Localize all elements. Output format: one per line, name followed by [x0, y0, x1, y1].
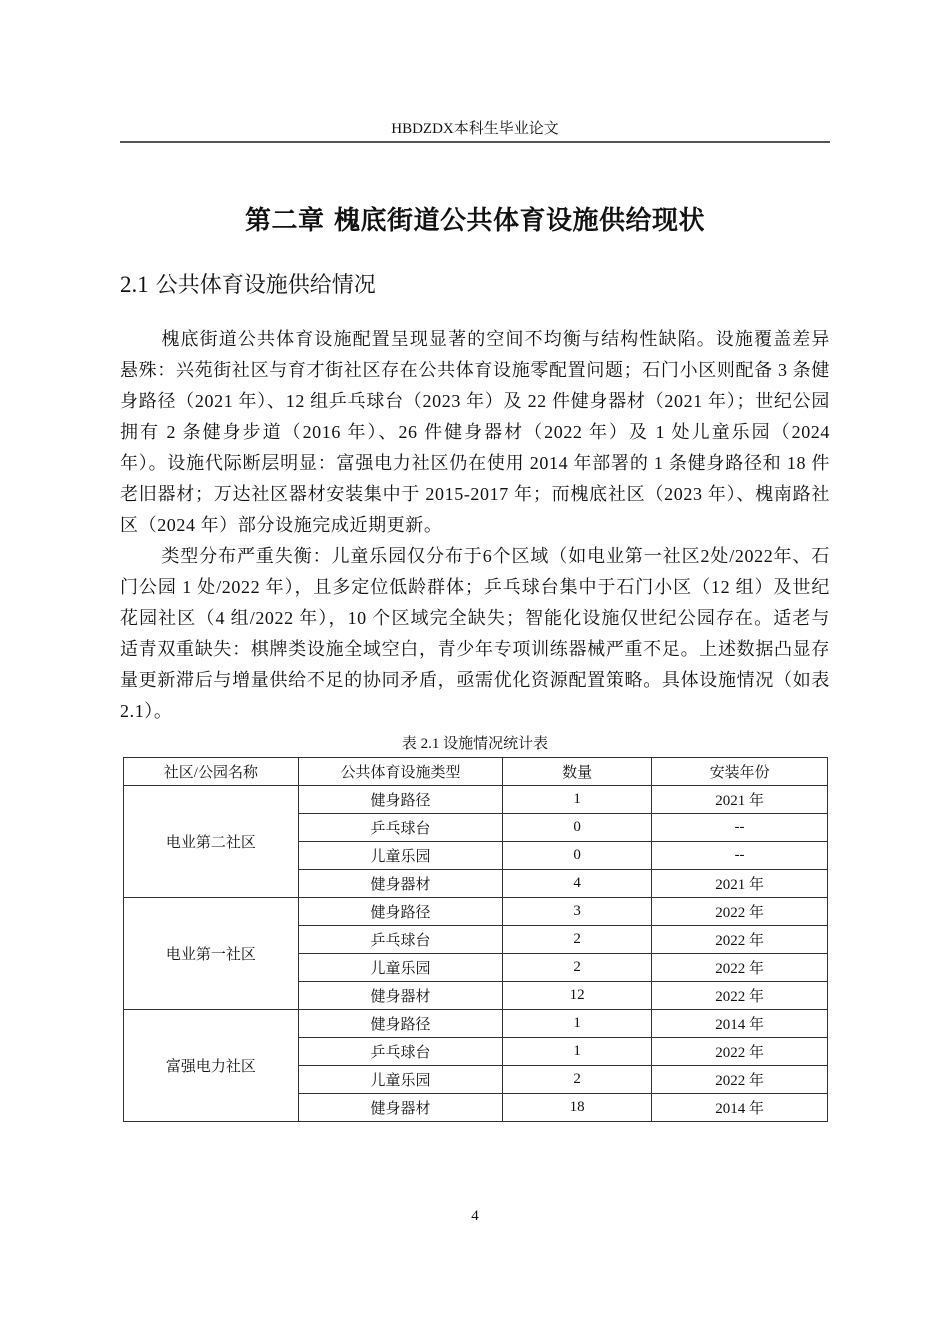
facility-type-cell: 乒乓球台: [298, 1038, 502, 1066]
table-row: [124, 1010, 828, 1038]
install-year-cell: 2022 年: [652, 898, 828, 926]
install-year-cell: 2022 年: [652, 926, 828, 954]
facility-type-cell: 健身器材: [298, 1094, 502, 1122]
install-year-cell: --: [652, 814, 828, 842]
table-row: [124, 898, 828, 926]
facility-type-cell: 儿童乐园: [298, 1066, 502, 1094]
install-year-cell: 2021 年: [652, 786, 828, 814]
column-header: 数量: [503, 758, 652, 786]
facility-type-cell: 健身器材: [298, 982, 502, 1010]
quantity-cell: 1: [503, 1038, 652, 1066]
column-header: 安装年份: [652, 758, 828, 786]
facility-type-cell: 乒乓球台: [298, 814, 502, 842]
quantity-cell: 2: [503, 1066, 652, 1094]
column-header: 公共体育设施类型: [298, 758, 502, 786]
quantity-cell: 1: [503, 1010, 652, 1038]
quantity-cell: 0: [503, 842, 652, 870]
quantity-cell: 3: [503, 898, 652, 926]
install-year-cell: 2021 年: [652, 870, 828, 898]
facility-table: [123, 757, 828, 1122]
install-year-cell: 2022 年: [652, 1066, 828, 1094]
install-year-cell: --: [652, 842, 828, 870]
install-year-cell: 2022 年: [652, 1038, 828, 1066]
community-name-cell: 电业第一社区: [124, 898, 299, 1010]
install-year-cell: 2022 年: [652, 954, 828, 982]
facility-type-cell: 健身路径: [298, 786, 502, 814]
install-year-cell: 2014 年: [652, 1010, 828, 1038]
page-number: 4: [471, 1208, 479, 1224]
header-divider: [120, 141, 830, 143]
facility-type-cell: 健身路径: [298, 898, 502, 926]
paragraph: 槐底街道公共体育设施配置呈现显著的空间不均衡与结构性缺陷。设施覆盖差异悬殊：兴苑街社区与育才街社区存在公共体育设施零配置问题；石门小区则配备 3 条健身路径（2021 年）、12 组乒乓球台（2023 年）及 22 件健身器材（2021 年）；世纪公园拥有 2 条健身步道（2016 年）、26 件健身器材（2022 年）及 1 处儿童乐园（2024 年）。设施代际断层明显：富强电力社区仍在使用 2014 年部署的 1 条健身路径和 18 件老旧器材；万达社区器材安装集中于 2015-2017 年；而槐底社区（2023 年）、槐南路社区（2024 年）部分设施完成近期更新。: [120, 329, 830, 535]
facility-type-cell: 健身器材: [298, 870, 502, 898]
table-row: [124, 786, 828, 814]
paragraph: 类型分布严重失衡：儿童乐园仅分布于6个区域（如电业第一社区2处/2022年、石门公园 1 处/2022 年），且多定位低龄群体；乒乓球台集中于石门小区（12 组）及世纪花园社区（4 组/2022 年），10 个区域完全缺失；智能化设施仅世纪公园存在。适老与适青双重缺失：棋牌类设施全域空白，青少年专项训练器械严重不足。上述数据凸显存量更新滞后与增量供给不足的协同矛盾，亟需优化资源配置策略。具体设施情况（如表 2.1）。: [120, 546, 830, 721]
table-caption: 表 2.1 设施情况统计表: [401, 736, 549, 752]
community-name-cell: 富强电力社区: [124, 1010, 299, 1122]
quantity-cell: 12: [503, 982, 652, 1010]
quantity-cell: 1: [503, 786, 652, 814]
chapter-title: 第二章 槐底街道公共体育设施供给现状: [244, 206, 706, 236]
install-year-cell: 2022 年: [652, 982, 828, 1010]
quantity-cell: 2: [503, 926, 652, 954]
section-heading: [120, 268, 376, 299]
facility-type-cell: 健身路径: [298, 1010, 502, 1038]
quantity-cell: 4: [503, 870, 652, 898]
community-name-cell: 电业第二社区: [124, 786, 299, 898]
facility-type-cell: 儿童乐园: [298, 954, 502, 982]
facility-type-cell: 乒乓球台: [298, 926, 502, 954]
page-header: HBDZDX本科生毕业论文: [391, 121, 559, 137]
column-header: 社区/公园名称: [124, 758, 299, 786]
quantity-cell: 18: [503, 1094, 652, 1122]
install-year-cell: 2014 年: [652, 1094, 828, 1122]
table-header-row: [124, 758, 828, 786]
quantity-cell: 0: [503, 814, 652, 842]
section-number: 2.1: [120, 272, 149, 297]
section-title: 公共体育设施供给情况: [148, 273, 376, 298]
facility-type-cell: 儿童乐园: [298, 842, 502, 870]
quantity-cell: 2: [503, 954, 652, 982]
